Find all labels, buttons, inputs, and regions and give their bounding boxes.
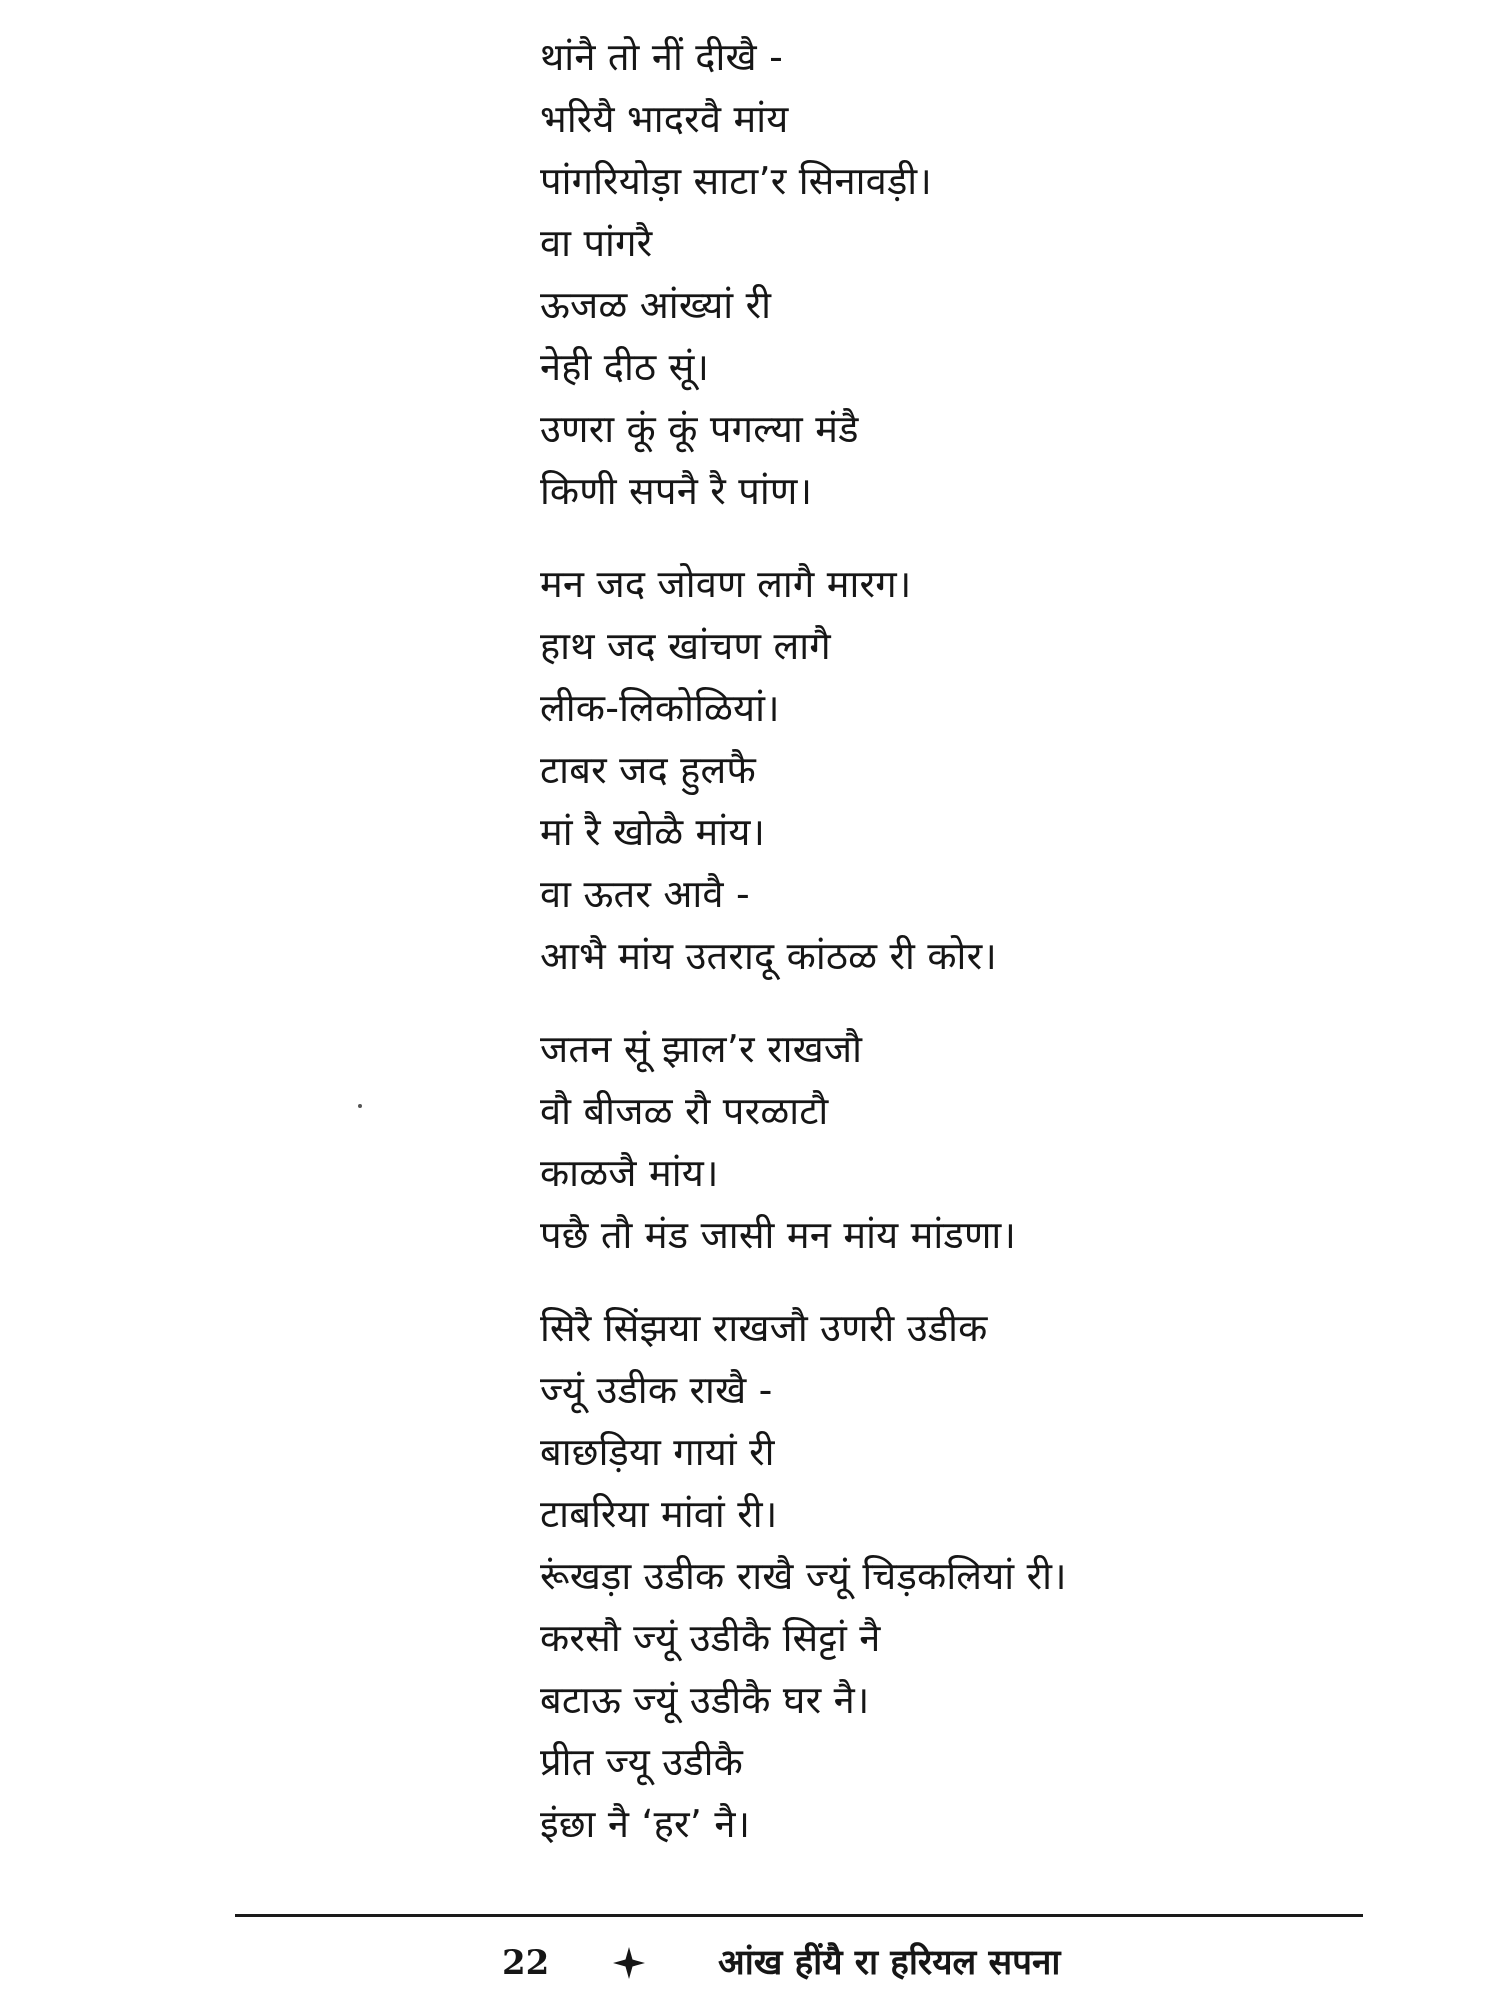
stanza [540, 553, 1460, 987]
poem-line: काळजै मांय। [540, 1151, 719, 1195]
footer-rule [235, 1914, 1363, 1917]
page-footer [0, 1938, 1500, 1988]
poem-line: पांगरियोड़ा साटा’र सिनावड़ी। [540, 159, 932, 203]
poem-line: आभै मांय उतरादू कांठळ री कोर। [540, 934, 997, 978]
poem-body [540, 26, 1460, 1855]
poem-line: टाबर जद हुलफै [540, 748, 757, 792]
poem-line: पछै तौ मंड जासी मन मांय मांडणा। [540, 1213, 1017, 1257]
stanza [540, 1297, 1460, 1855]
poem-line: वा पांगरै [540, 221, 653, 265]
poem-line: सिरै सिंझया राखजौ उणरी उडीक [540, 1306, 988, 1350]
poem-line: मन जद जोवण लागै मारग। [540, 562, 912, 606]
stanza [540, 1018, 1460, 1266]
poem-line: भरियै भादरवै मांय [540, 97, 789, 141]
poem-line: मां रै खोळै मांय। [540, 810, 766, 854]
poem-line: ज्यूं उडीक राखै - [540, 1368, 773, 1412]
poem-line: नेही दीठ सूं। [540, 345, 710, 389]
poem-line: थांनै तो नीं दीखै - [540, 35, 783, 79]
poem-line: जतन सूं झाल’र राखजौ [540, 1027, 863, 1071]
poem-line: लीक-लिकोळियां। [540, 686, 780, 730]
poem-line: हाथ जद खांचण लागै [540, 624, 831, 668]
poem-line: रूंखड़ा उडीक राखै ज्यूं चिड़कलियां री। [540, 1554, 1067, 1598]
poem-line: बाछड़िया गायां री [540, 1430, 775, 1474]
four-point-star-icon [612, 1946, 646, 1980]
poem-line: ऊजळ आंख्यां री [540, 283, 772, 327]
book-title: आंख हींयै रा हरियल सपना [718, 1943, 1061, 1983]
poem-line: उणरा कूं कूं पगल्या मंडै [540, 407, 859, 451]
page-number: 22 [502, 1943, 550, 1983]
poem-line: प्रीत ज्यू उडीकै [540, 1740, 744, 1784]
poem-line: वौ बीजळ रौ परळाटौ [540, 1089, 829, 1133]
stanza [540, 26, 1460, 522]
poem-line: बटाऊ ज्यूं उडीकै घर नै। [540, 1678, 870, 1722]
poem-line: किणी सपनै रै पांण। [540, 469, 813, 513]
print-speck [358, 1104, 362, 1108]
poem-line: वा ऊतर आवै - [540, 872, 750, 916]
poem-line: करसौ ज्यूं उडीकै सिट्टां नै [540, 1616, 881, 1660]
poem-line: टाबरिया मांवां री। [540, 1492, 778, 1536]
poem-line: इंछा नै ‘हर’ नै। [540, 1802, 751, 1846]
